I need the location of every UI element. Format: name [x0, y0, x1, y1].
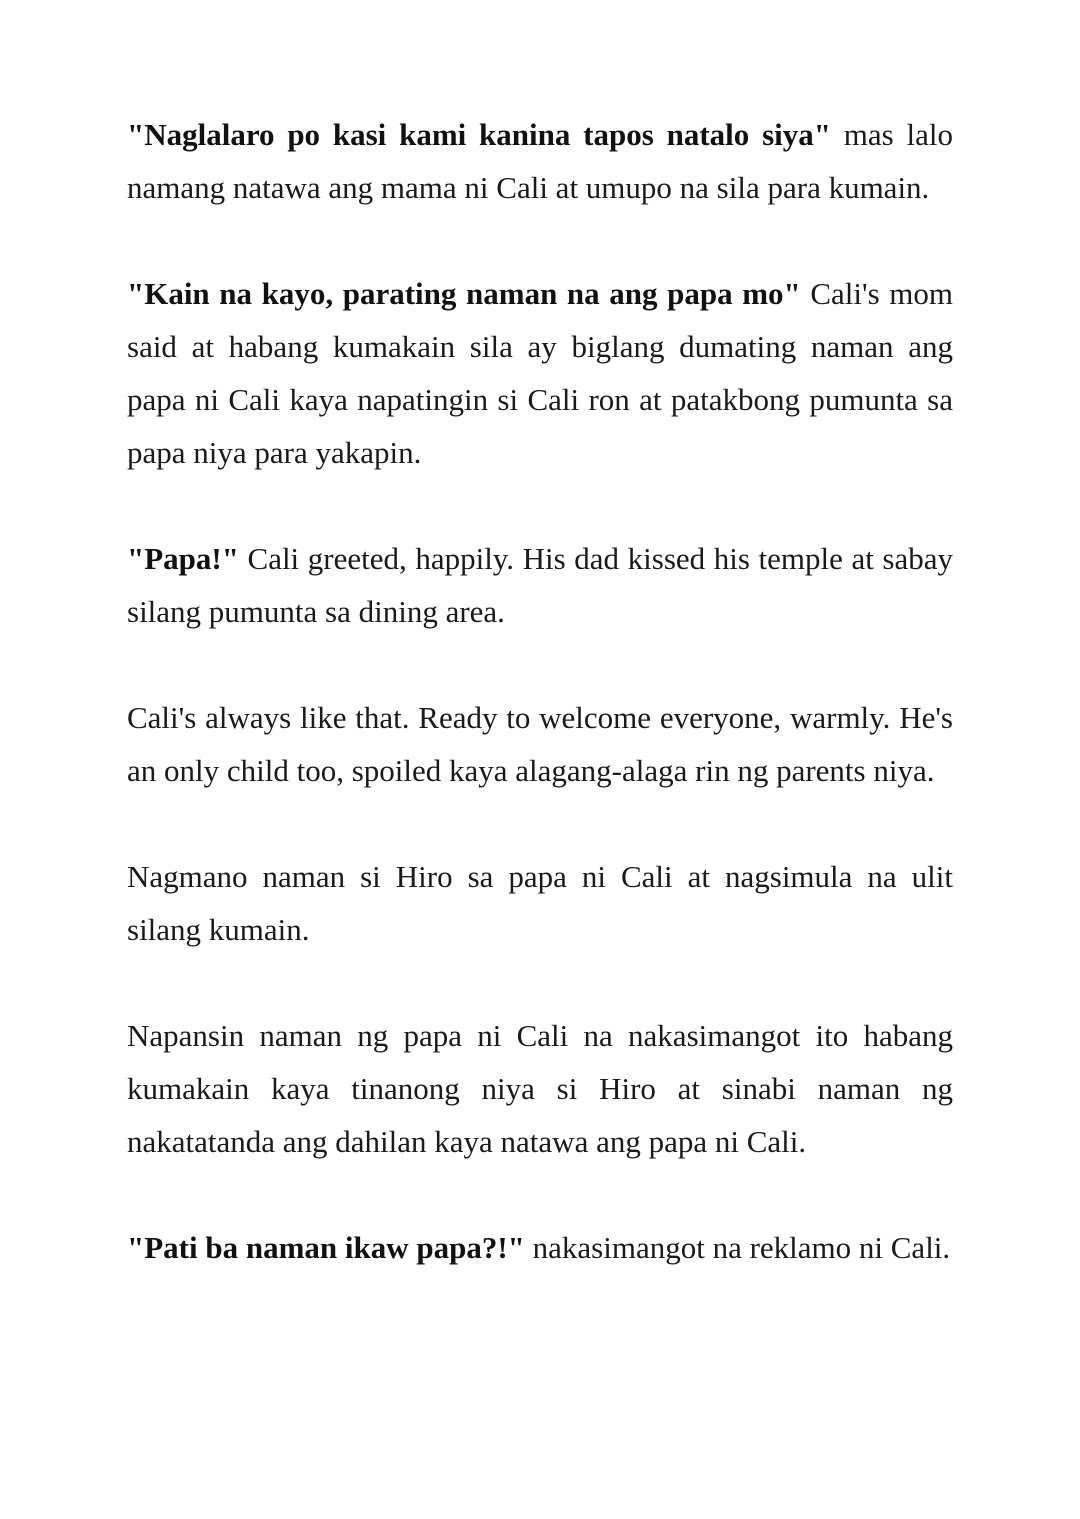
dialogue-line: "Pati ba naman ikaw papa?!" [127, 1230, 525, 1265]
paragraph-4 [127, 691, 953, 797]
narration-text: Cali's mom said at habang kumakain sila ay biglang dumating naman ang papa ni Cali kaya napatingin si Cali ron at patakbong pumunta sa papa niya para yakapin. [127, 276, 953, 470]
paragraph-5 [127, 850, 953, 956]
story-page [127, 108, 953, 1274]
dialogue-line: "Papa!" [127, 541, 239, 576]
narration-text: Napansin naman ng papa ni Cali na nakasimangot ito habang kumakain kaya tinanong niya si Hiro at sinabi naman ng nakatatanda ang dahilan kaya natawa ang papa ni Cali. [127, 1018, 953, 1159]
narration-text: mas lalo namang natawa ang mama ni Cali at umupo na sila para kumain. [127, 117, 954, 205]
dialogue-line: "Kain na kayo, parating naman na ang papa mo" [127, 276, 801, 311]
paragraph-7 [127, 1221, 953, 1274]
narration-text: Cali's always like that. Ready to welcome everyone, warmly. He's an only child too, spoiled kaya alagang-alaga rin ng parents niya. [127, 700, 953, 788]
paragraph-3 [127, 532, 953, 638]
paragraph-1 [127, 108, 953, 214]
narration-text: Cali greeted, happily. His dad kissed his temple at sabay silang pumunta sa dining area. [127, 541, 953, 629]
dialogue-line: "Naglalaro po kasi kami kanina tapos natalo siya" [127, 117, 831, 152]
narration-text: Nagmano naman si Hiro sa papa ni Cali at nagsimula na ulit silang kumain. [127, 859, 953, 947]
paragraph-2 [127, 267, 953, 479]
narration-text: nakasimangot na reklamo ni Cali. [524, 1230, 951, 1265]
paragraph-6 [127, 1009, 953, 1168]
